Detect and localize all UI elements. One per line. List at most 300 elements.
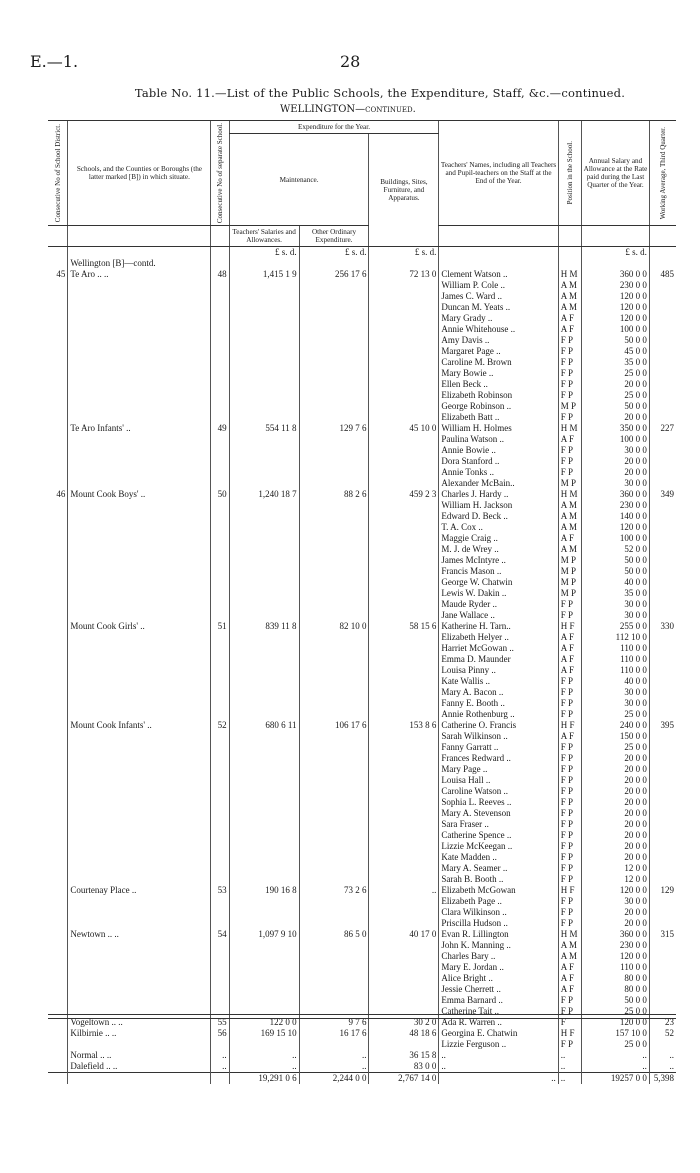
cell-teacher-name: Sarah Wilkinson .. xyxy=(439,731,558,742)
cell-position: F P xyxy=(558,390,581,401)
cell-buildings xyxy=(369,610,439,621)
cell-annual-salary: 40 0 0 xyxy=(582,577,650,588)
cell-position: H M xyxy=(558,423,581,434)
cell-school: Normal .. .. xyxy=(68,1050,211,1061)
cell-other-expenditure xyxy=(299,258,369,269)
cell-teacher-name: James C. Ward .. xyxy=(439,291,558,302)
cell-school-number: 49 xyxy=(211,423,229,434)
cell-other-expenditure xyxy=(299,830,369,841)
cell-buildings: 40 17 0 xyxy=(369,929,439,940)
cell-school-number: 48 xyxy=(211,269,229,280)
cell-teacher-name xyxy=(439,258,558,269)
cell-school-number: 55 xyxy=(211,1017,229,1028)
cell-other-expenditure xyxy=(299,764,369,775)
cell-annual-salary: 80 0 0 xyxy=(582,984,650,995)
table-row xyxy=(48,1050,676,1061)
cell-school xyxy=(68,324,211,335)
cell-school xyxy=(68,511,211,522)
cell-position: F P xyxy=(558,709,581,720)
col-consec-district: Consecutive No of School District. xyxy=(48,121,68,226)
cell-school-number xyxy=(211,940,229,951)
cell-other-expenditure: 82 10 0 xyxy=(299,621,369,632)
cell-annual-salary: 45 0 0 xyxy=(582,346,650,357)
cell-buildings xyxy=(369,643,439,654)
cell-position: M P xyxy=(558,555,581,566)
table-row xyxy=(48,621,676,632)
cell-working-average xyxy=(649,478,676,489)
cell-district xyxy=(48,258,68,269)
table-row xyxy=(48,544,676,555)
cell-teacher-name: Margaret Page .. xyxy=(439,346,558,357)
cell-other-expenditure: .. xyxy=(299,1061,369,1073)
cell-school-number xyxy=(211,390,229,401)
cell-school-number xyxy=(211,313,229,324)
cell-annual-salary: 120 0 0 xyxy=(582,302,650,313)
cell-other-expenditure xyxy=(299,874,369,885)
table-row xyxy=(48,742,676,753)
cell-position: A F xyxy=(558,643,581,654)
table-row xyxy=(48,489,676,500)
cell-school: Courtenay Place .. xyxy=(68,885,211,896)
cell-annual-salary: 100 0 0 xyxy=(582,533,650,544)
cell-buildings: 58 15 6 xyxy=(369,621,439,632)
table-row xyxy=(48,588,676,599)
cell-teacher-name: Annie Bowie .. xyxy=(439,445,558,456)
cell-annual-salary: 50 0 0 xyxy=(582,995,650,1006)
cell-school-number: 51 xyxy=(211,621,229,632)
cell-other-expenditure xyxy=(299,445,369,456)
cell-working-average xyxy=(649,775,676,786)
cell-teacher-name: M. J. de Wrey .. xyxy=(439,544,558,555)
table-row xyxy=(48,280,676,291)
cell-district xyxy=(48,1061,68,1073)
cell-teacher-name: Elizabeth Batt .. xyxy=(439,412,558,423)
table-row xyxy=(48,874,676,885)
cell-working-average xyxy=(649,401,676,412)
cell-working-average xyxy=(649,434,676,445)
cell-teachers-salaries xyxy=(229,863,299,874)
cell-school: Mount Cook Girls' .. xyxy=(68,621,211,632)
cell-other-expenditure xyxy=(299,973,369,984)
cell-annual-salary: 25 0 0 xyxy=(582,390,650,401)
cell-annual-salary: 120 0 0 xyxy=(582,291,650,302)
cell-position: F P xyxy=(558,852,581,863)
cell-working-average: 315 xyxy=(649,929,676,940)
cell-annual-salary: 255 0 0 xyxy=(582,621,650,632)
cell-annual-salary: 360 0 0 xyxy=(582,489,650,500)
cell-annual-salary: 20 0 0 xyxy=(582,918,650,929)
cell-district xyxy=(48,830,68,841)
cell-annual-salary: 50 0 0 xyxy=(582,401,650,412)
cell-district xyxy=(48,423,68,434)
cell-school xyxy=(68,1039,211,1050)
cell-working-average xyxy=(649,357,676,368)
table-row xyxy=(48,918,676,929)
cell-buildings xyxy=(369,918,439,929)
cell-working-average xyxy=(649,731,676,742)
cell-annual-salary: 25 0 0 xyxy=(582,1039,650,1050)
cell-buildings xyxy=(369,390,439,401)
cell-other-expenditure xyxy=(299,907,369,918)
cell-other-expenditure xyxy=(299,302,369,313)
cell-position: F P xyxy=(558,775,581,786)
cell-annual-salary: 20 0 0 xyxy=(582,456,650,467)
cell-working-average xyxy=(649,335,676,346)
cell-teachers-salaries xyxy=(229,797,299,808)
cell-school xyxy=(68,654,211,665)
cell-working-average xyxy=(649,302,676,313)
cell-school: Dalefield .. .. xyxy=(68,1061,211,1073)
cell-working-average: .. xyxy=(649,1050,676,1061)
cell-annual-salary: 20 0 0 xyxy=(582,852,650,863)
cell-other-expenditure xyxy=(299,742,369,753)
cell-working-average: 349 xyxy=(649,489,676,500)
cell-buildings xyxy=(369,335,439,346)
cell-school-number xyxy=(211,258,229,269)
table-row xyxy=(48,291,676,302)
cell-annual-salary: 30 0 0 xyxy=(582,478,650,489)
cell-school-number xyxy=(211,775,229,786)
cell-annual-salary: 12 0 0 xyxy=(582,874,650,885)
cell-annual-salary: 20 0 0 xyxy=(582,841,650,852)
cell-teacher-name: Sophia L. Reeves .. xyxy=(439,797,558,808)
cell-other-expenditure xyxy=(299,632,369,643)
cell-school-number xyxy=(211,434,229,445)
cell-working-average xyxy=(649,456,676,467)
cell-school: Mount Cook Boys' .. xyxy=(68,489,211,500)
cell-district xyxy=(48,599,68,610)
totals-row xyxy=(48,1073,676,1085)
table-row xyxy=(48,698,676,709)
cell-district xyxy=(48,863,68,874)
cell-school-number: 54 xyxy=(211,929,229,940)
cell-buildings xyxy=(369,522,439,533)
cell-teacher-name: Kate Madden .. xyxy=(439,852,558,863)
cell-position: A F xyxy=(558,434,581,445)
cell-other-expenditure: 106 17 6 xyxy=(299,720,369,731)
table-row xyxy=(48,830,676,841)
cell-teachers-salaries: 554 11 8 xyxy=(229,423,299,434)
cell-school-number xyxy=(211,599,229,610)
cell-buildings xyxy=(369,940,439,951)
col-teachers-salaries: Teachers' Salaries and Allowances. xyxy=(229,226,299,247)
cell-school xyxy=(68,830,211,841)
table-row xyxy=(48,511,676,522)
table-row xyxy=(48,346,676,357)
cell-position: F P xyxy=(558,1006,581,1017)
cell-working-average xyxy=(649,753,676,764)
cell-working-average xyxy=(649,874,676,885)
cell-school xyxy=(68,412,211,423)
cell-district xyxy=(48,1050,68,1061)
table-row xyxy=(48,709,676,720)
table-row xyxy=(48,500,676,511)
cell-annual-salary xyxy=(582,258,650,269)
cell-position: F P xyxy=(558,874,581,885)
cell-school xyxy=(68,577,211,588)
cell-buildings: 36 15 8 xyxy=(369,1050,439,1061)
cell-school-number xyxy=(211,973,229,984)
cell-teachers-salaries xyxy=(229,654,299,665)
cell-working-average xyxy=(649,819,676,830)
cell-teachers-salaries xyxy=(229,577,299,588)
cell-teacher-name: George Robinson .. xyxy=(439,401,558,412)
cell-position: A M xyxy=(558,302,581,313)
cell-other-expenditure xyxy=(299,951,369,962)
cell-position: A M xyxy=(558,522,581,533)
cell-annual-salary: .. xyxy=(582,1061,650,1073)
cell-position: F P xyxy=(558,368,581,379)
cell-working-average xyxy=(649,445,676,456)
cell-school-number: .. xyxy=(211,1050,229,1061)
cell-position: F P xyxy=(558,742,581,753)
cell-position: A F xyxy=(558,324,581,335)
cell-district xyxy=(48,368,68,379)
cell-school xyxy=(68,390,211,401)
cell-teacher-name: .. xyxy=(439,1050,558,1061)
table-row xyxy=(48,973,676,984)
cell-other-expenditure xyxy=(299,346,369,357)
cell-other-expenditure xyxy=(299,665,369,676)
cell-district xyxy=(48,401,68,412)
cell-school xyxy=(68,940,211,951)
cell-school-number xyxy=(211,511,229,522)
cell-school-number xyxy=(211,379,229,390)
cell-school xyxy=(68,599,211,610)
cell-school-number xyxy=(211,896,229,907)
cell-teacher-name: Elizabeth McGowan xyxy=(439,885,558,896)
cell-annual-salary: 100 0 0 xyxy=(582,324,650,335)
table-row xyxy=(48,412,676,423)
cell-school-number xyxy=(211,731,229,742)
cell-teacher-name: William H. Holmes xyxy=(439,423,558,434)
cell-district xyxy=(48,544,68,555)
cell-buildings xyxy=(369,698,439,709)
cell-district xyxy=(48,654,68,665)
cell-district xyxy=(48,588,68,599)
cell-annual-salary: 30 0 0 xyxy=(582,687,650,698)
cell-other-expenditure xyxy=(299,533,369,544)
cell-teachers-salaries xyxy=(229,742,299,753)
cell-other-expenditure xyxy=(299,841,369,852)
cell-buildings xyxy=(369,588,439,599)
cell-position: F P xyxy=(558,918,581,929)
cell-annual-salary: 20 0 0 xyxy=(582,786,650,797)
cell-position: F P xyxy=(558,841,581,852)
cell-working-average xyxy=(649,610,676,621)
cell-other-expenditure xyxy=(299,335,369,346)
cell-school xyxy=(68,544,211,555)
cell-school xyxy=(68,478,211,489)
cell-district xyxy=(48,445,68,456)
cell-teacher-name: Emma Barnard .. xyxy=(439,995,558,1006)
cell-district xyxy=(48,621,68,632)
table-row xyxy=(48,951,676,962)
cell-school: Te Aro Infants' .. xyxy=(68,423,211,434)
cell-teacher-name: Ada R. Warren .. xyxy=(439,1017,558,1028)
cell-district xyxy=(48,676,68,687)
cell-teacher-name: Mary A. Stevenson xyxy=(439,808,558,819)
cell-teachers-salaries xyxy=(229,896,299,907)
cell-buildings: 45 10 0 xyxy=(369,423,439,434)
cell-annual-salary: 150 0 0 xyxy=(582,731,650,742)
cell-position: F P xyxy=(558,599,581,610)
cell-other-expenditure xyxy=(299,610,369,621)
table-row xyxy=(48,445,676,456)
cell-teachers-salaries xyxy=(229,291,299,302)
cell-teachers-salaries xyxy=(229,841,299,852)
cell-teachers-salaries: 1,240 18 7 xyxy=(229,489,299,500)
total-other: 2,244 0 0 xyxy=(299,1073,369,1085)
cell-district xyxy=(48,951,68,962)
cell-buildings xyxy=(369,456,439,467)
cell-school-number xyxy=(211,401,229,412)
cell-working-average xyxy=(649,918,676,929)
cell-working-average xyxy=(649,962,676,973)
table-row xyxy=(48,797,676,808)
cell-teacher-name: Kate Wallis .. xyxy=(439,676,558,687)
cell-teacher-name: Charles J. Hardy .. xyxy=(439,489,558,500)
cell-school-number xyxy=(211,995,229,1006)
table-row xyxy=(48,467,676,478)
cell-teacher-name: Dora Stanford .. xyxy=(439,456,558,467)
cell-other-expenditure xyxy=(299,599,369,610)
cell-annual-salary: 100 0 0 xyxy=(582,434,650,445)
cell-district xyxy=(48,852,68,863)
cell-teacher-name: Frances Redward .. xyxy=(439,753,558,764)
cell-buildings xyxy=(369,951,439,962)
cell-district xyxy=(48,984,68,995)
cell-district xyxy=(48,313,68,324)
cell-teachers-salaries xyxy=(229,1006,299,1017)
cell-buildings xyxy=(369,500,439,511)
cell-other-expenditure xyxy=(299,797,369,808)
cell-working-average: 23 xyxy=(649,1017,676,1028)
cell-position: F P xyxy=(558,412,581,423)
cell-working-average xyxy=(649,863,676,874)
cell-school-number xyxy=(211,962,229,973)
cell-position: .. xyxy=(558,1061,581,1073)
cell-annual-salary: 20 0 0 xyxy=(582,797,650,808)
cell-working-average xyxy=(649,412,676,423)
cell-position: H F xyxy=(558,621,581,632)
cell-position: F P xyxy=(558,863,581,874)
table-row xyxy=(48,676,676,687)
cell-school xyxy=(68,797,211,808)
cell-annual-salary: 110 0 0 xyxy=(582,654,650,665)
cell-other-expenditure xyxy=(299,291,369,302)
cell-working-average xyxy=(649,291,676,302)
cell-position: A F xyxy=(558,654,581,665)
cell-teacher-name: Mary Bowie .. xyxy=(439,368,558,379)
cell-annual-salary: 360 0 0 xyxy=(582,269,650,280)
col-working-average: Working Average, Third Quarter. xyxy=(649,121,676,226)
cell-teachers-salaries: 122 0 0 xyxy=(229,1017,299,1028)
cell-school xyxy=(68,786,211,797)
cell-teacher-name: Annie Whitehouse .. xyxy=(439,324,558,335)
cell-working-average xyxy=(649,379,676,390)
cell-district xyxy=(48,1028,68,1039)
cell-teacher-name: Edward D. Beck .. xyxy=(439,511,558,522)
cell-annual-salary: 50 0 0 xyxy=(582,335,650,346)
cell-buildings xyxy=(369,973,439,984)
schools-table xyxy=(48,120,676,1084)
cell-teacher-name: Clement Watson .. xyxy=(439,269,558,280)
cell-teacher-name: Fanny E. Booth .. xyxy=(439,698,558,709)
cell-annual-salary: 120 0 0 xyxy=(582,951,650,962)
table-row xyxy=(48,929,676,940)
table-row xyxy=(48,852,676,863)
cell-buildings xyxy=(369,346,439,357)
cell-school-number xyxy=(211,324,229,335)
cell-working-average xyxy=(649,390,676,401)
cell-school xyxy=(68,863,211,874)
cell-teachers-salaries xyxy=(229,1039,299,1050)
cell-buildings xyxy=(369,797,439,808)
cell-school: Newtown .. .. xyxy=(68,929,211,940)
cell-teachers-salaries xyxy=(229,357,299,368)
table-title: Table No. 11.—List of the Public Schools, the Expenditure, Staff, &c.—continued. xyxy=(134,86,626,100)
cell-working-average: 330 xyxy=(649,621,676,632)
cell-school-number xyxy=(211,852,229,863)
cell-school xyxy=(68,280,211,291)
col-annual-salary: Annual Salary and Allowance at the Rate paid during the Last Quarter of the Year. xyxy=(582,121,650,226)
cell-other-expenditure xyxy=(299,566,369,577)
cell-other-expenditure xyxy=(299,687,369,698)
cell-working-average xyxy=(649,984,676,995)
table-row xyxy=(48,654,676,665)
cell-other-expenditure xyxy=(299,434,369,445)
cell-buildings: 30 2 0 xyxy=(369,1017,439,1028)
cell-school xyxy=(68,951,211,962)
cell-annual-salary: 110 0 0 xyxy=(582,962,650,973)
cell-buildings xyxy=(369,808,439,819)
table-row xyxy=(48,786,676,797)
cell-position: F xyxy=(558,1017,581,1028)
cell-buildings xyxy=(369,533,439,544)
cell-working-average xyxy=(649,324,676,335)
cell-teachers-salaries xyxy=(229,687,299,698)
cell-school-number xyxy=(211,588,229,599)
cell-other-expenditure xyxy=(299,324,369,335)
cell-working-average xyxy=(649,808,676,819)
cell-school xyxy=(68,984,211,995)
cell-annual-salary: 20 0 0 xyxy=(582,753,650,764)
cell-school-number xyxy=(211,577,229,588)
cell-district xyxy=(48,566,68,577)
cell-working-average xyxy=(649,907,676,918)
cell-position: M P xyxy=(558,566,581,577)
cell-school xyxy=(68,764,211,775)
table-row xyxy=(48,940,676,951)
cell-position: H F xyxy=(558,885,581,896)
table-row xyxy=(48,885,676,896)
cell-school-number xyxy=(211,445,229,456)
cell-buildings xyxy=(369,280,439,291)
cell-working-average xyxy=(649,533,676,544)
cell-school xyxy=(68,445,211,456)
cell-school-number xyxy=(211,786,229,797)
cell-teacher-name: James McIntyre .. xyxy=(439,555,558,566)
cell-teachers-salaries: 1,097 9 10 xyxy=(229,929,299,940)
cell-school-number: 52 xyxy=(211,720,229,731)
cell-annual-salary: 52 0 0 xyxy=(582,544,650,555)
cell-district xyxy=(48,456,68,467)
cell-working-average xyxy=(649,632,676,643)
cell-annual-salary: 20 0 0 xyxy=(582,808,650,819)
cell-other-expenditure xyxy=(299,390,369,401)
cell-working-average xyxy=(649,566,676,577)
